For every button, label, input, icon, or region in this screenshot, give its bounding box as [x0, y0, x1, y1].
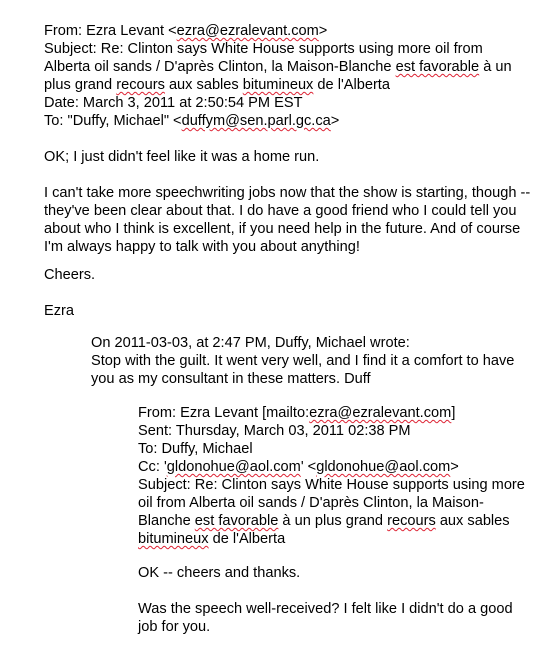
body-signature: Ezra [44, 303, 75, 319]
quote2-from: From: Ezra Levant [mailto:ezra@ezralevant.com] [138, 405, 456, 421]
body-paragraph-2-line-4: I'm always happy to talk with you about anything! [44, 239, 360, 255]
header-from: From: Ezra Levant <ezra@ezralevant.com> [44, 23, 328, 39]
body-paragraph-1: OK; I just didn't feel like it was a home run. [44, 149, 320, 165]
header-date: Date: March 3, 2011 at 2:50:54 PM EST [44, 95, 303, 111]
quote1-attribution: On 2011-03-03, at 2:47 PM, Duffy, Michael wrote: [91, 335, 410, 351]
to-email-link[interactable]: duffym@sen.parl.gc.ca [181, 113, 331, 129]
quote2-to: To: Duffy, Michael [138, 441, 253, 457]
quote1-line-2: you as my consultant in these matters. Duff [91, 371, 371, 387]
body-paragraph-2-line-1: I can't take more speechwriting jobs now that the show is starting, though -- [44, 185, 531, 201]
quote2-subject-line-4: bitumineux de l'Alberta [138, 531, 286, 547]
quote2-sent: Sent: Thursday, March 03, 2011 02:38 PM [138, 423, 411, 439]
header-subject-line-2: Alberta oil sands / D'après Clinton, la Maison-Blanche est favorable à un [44, 59, 512, 75]
quote2-cc-email-2[interactable]: gldonohue@aol.com [316, 459, 451, 475]
body-paragraph-2-line-2: they've been clear about that. I do have a good friend who I could tell you [44, 203, 517, 219]
quote2-subject-line-3: Blanche est favorable à un plus grand recours aux sables [138, 513, 510, 529]
body-paragraph-2-line-3: about who I think is excellent, if you need help in the future. And of course [44, 221, 521, 237]
quote2-subject-line-1: Subject: Re: Clinton says White House supports using more [138, 477, 525, 493]
quote2-subject-line-2: oil from Alberta oil sands / D'après Clinton, la Maison- [138, 495, 484, 511]
quote2-from-email-link[interactable]: ezra@ezralevant.com [309, 405, 452, 421]
from-email-link[interactable]: ezra@ezralevant.com [176, 23, 319, 39]
header-subject-line-3: plus grand recours aux sables bitumineux de l'Alberta [44, 77, 390, 93]
quote2-paragraph-2-line-2: job for you. [138, 619, 211, 635]
quote1-line-1: Stop with the guilt. It went very well, and I find it a comfort to have [91, 353, 515, 369]
header-to: To: "Duffy, Michael" <duffym@sen.parl.gc.ca> [44, 113, 340, 129]
quote2-paragraph-2-line-1: Was the speech well-received? I felt like I didn't do a good [138, 601, 513, 617]
quote2-cc-email-1[interactable]: gldonohue@aol.com [166, 459, 301, 475]
quote2-paragraph-1: OK -- cheers and thanks. [138, 565, 301, 581]
header-subject-line-1: Subject: Re: Clinton says White House supports using more oil from [44, 41, 483, 57]
quote2-cc: Cc: 'gldonohue@aol.com' <gldonohue@aol.com> [138, 459, 459, 475]
body-cheers: Cheers. [44, 267, 96, 283]
